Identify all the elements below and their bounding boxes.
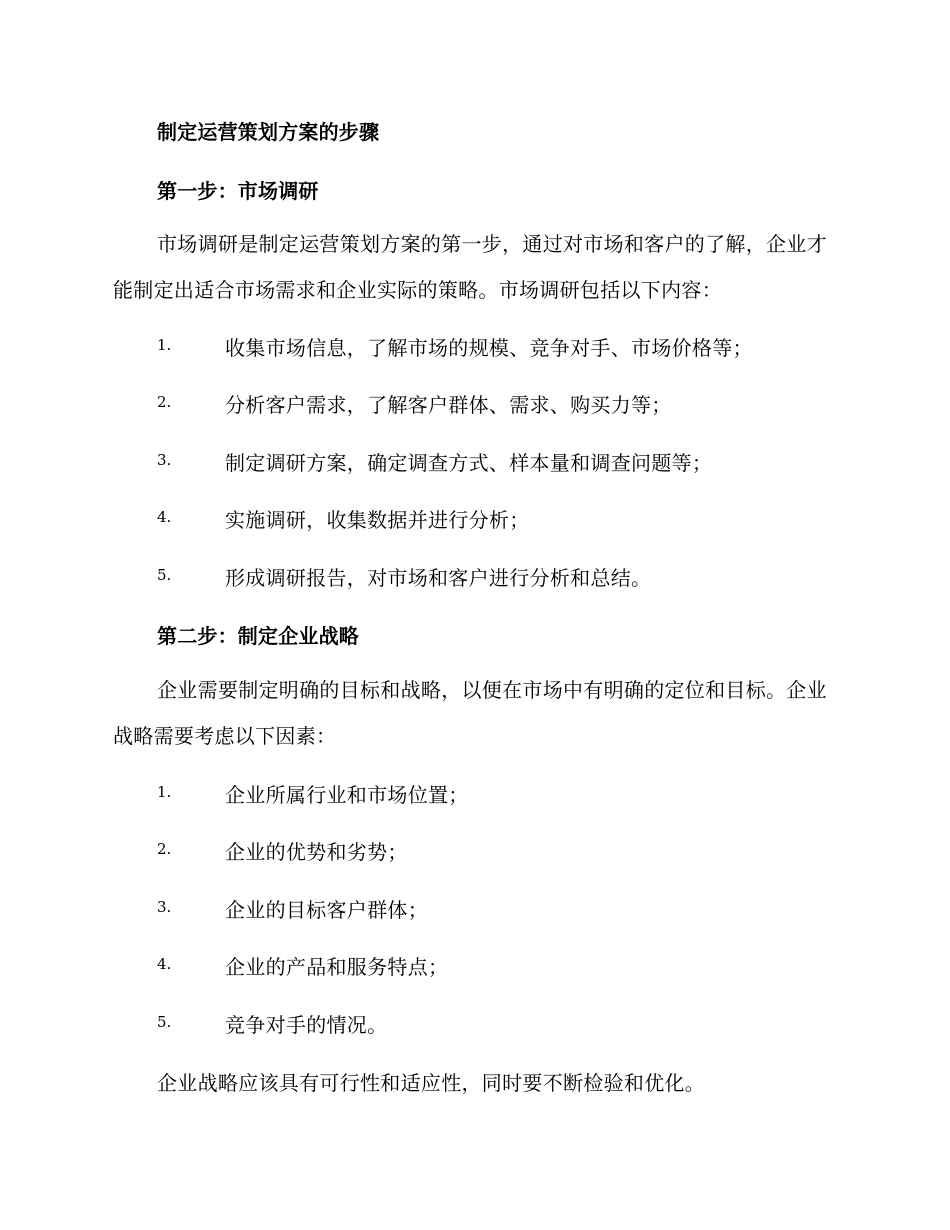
list-item bbox=[0, 389, 950, 419]
section-heading-enterprise-strategy: 第二步：制定企业战略 bbox=[157, 624, 359, 648]
section-intro-paragraph: 市场调研是制定运营策划方案的第一步，通过对市场和客户的了解，企业才能制定出适合市场需求和企业实际的策略。市场调研包括以下内容： bbox=[113, 232, 827, 302]
list-item bbox=[0, 332, 950, 362]
section-intro-paragraph: 企业需要制定明确的目标和战略，以便在市场中有明确的定位和目标。企业战略需要考虑以下因素： bbox=[113, 678, 827, 748]
list-number: 4. bbox=[157, 508, 172, 526]
list-item bbox=[0, 951, 950, 981]
list-item-text: 企业的目标客户群体； bbox=[225, 898, 428, 922]
list-item-text: 收集市场信息，了解市场的规模、竞争对手、市场价格等； bbox=[225, 336, 753, 360]
list-item bbox=[0, 836, 950, 866]
conclusion-paragraph: 企业战略应该具有可行性和适应性，同时要不断检验和优化。 bbox=[157, 1071, 706, 1095]
section-heading-market-research: 第一步：市场调研 bbox=[157, 179, 319, 203]
list-number: 4. bbox=[157, 955, 172, 973]
list-item-text: 分析客户需求，了解客户群体、需求、购买力等； bbox=[225, 393, 672, 417]
list-number: 3. bbox=[157, 451, 172, 469]
list-item-text: 企业的优势和劣势； bbox=[225, 840, 408, 864]
list-item-text: 企业的产品和服务特点； bbox=[225, 955, 449, 979]
list-number: 5. bbox=[157, 1013, 172, 1031]
list-item bbox=[0, 1009, 950, 1039]
list-number: 2. bbox=[157, 840, 172, 858]
list-item bbox=[0, 562, 950, 592]
list-item-text: 实施调研，收集数据并进行分析； bbox=[225, 508, 530, 532]
list-item-text: 竞争对手的情况。 bbox=[225, 1013, 388, 1037]
list-item bbox=[0, 894, 950, 924]
list-item bbox=[0, 504, 950, 534]
list-number: 5. bbox=[157, 566, 172, 584]
list-number: 1. bbox=[157, 336, 172, 354]
list-number: 1. bbox=[157, 783, 172, 801]
document-title: 制定运营策划方案的步骤 bbox=[157, 120, 380, 144]
list-number: 2. bbox=[157, 393, 172, 411]
list-item bbox=[0, 447, 950, 477]
list-item-text: 企业所属行业和市场位置； bbox=[225, 783, 469, 807]
list-number: 3. bbox=[157, 898, 172, 916]
list-item-text: 形成调研报告，对市场和客户进行分析和总结。 bbox=[225, 566, 652, 590]
list-item bbox=[0, 779, 950, 809]
list-item-text: 制定调研方案，确定调查方式、样本量和调查问题等； bbox=[225, 451, 713, 475]
